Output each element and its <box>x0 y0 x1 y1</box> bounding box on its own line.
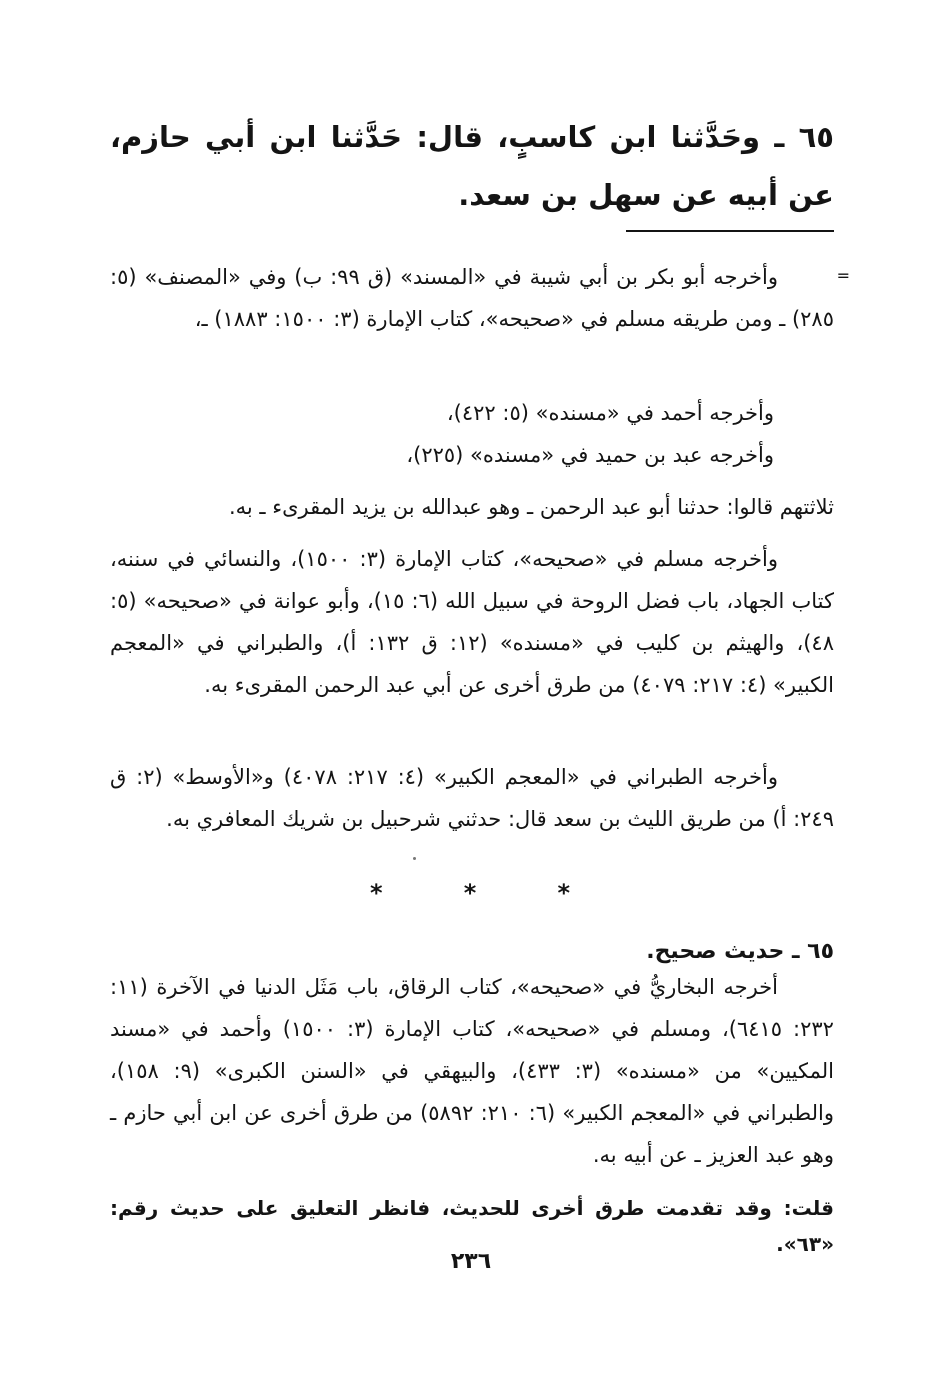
footnote-paragraph <box>110 756 834 840</box>
print-speck <box>413 857 416 860</box>
footnote-text: وأخرجه أحمد في «مسنده» (٥: ٤٢٢)، <box>446 401 774 425</box>
hadith-number: ٦٥ ـ <box>774 120 834 154</box>
hadith-text-block <box>110 108 834 224</box>
footnote-paragraph <box>110 392 834 476</box>
footnote-continuation-marker: = <box>836 266 850 285</box>
takhrij-paragraph <box>110 966 834 1176</box>
section-separator-stars <box>370 878 570 908</box>
hadith-paragraph <box>110 108 834 224</box>
takhrij-heading: ٦٥ ـ حديث صحيح. <box>646 939 834 964</box>
separator-star: * <box>370 879 383 907</box>
footnote-text: وأخرجه عبد بن حميد في «مسنده» (٢٢٥)، <box>406 443 774 467</box>
footnote-paragraph <box>110 538 834 706</box>
footnote-text: وأخرجه أبو بكر بن أبي شيبة في «المسند» (ق ٩٩: ب) وفي «المصنف» (٥: ٢٨٥) ـ ومن طريقه مسلم في «صحيحه»، كتاب الإمارة (٣: ١٥٠٠: ١٨٨٣) ـ، <box>110 265 834 331</box>
footnote-paragraph <box>110 486 834 528</box>
hadith-text: وحَدَّثنا ابن كاسبٍ، قال: حَدَّثنا ابن أبي حازم، عن أبيه عن سهل بن سعد. <box>110 120 834 212</box>
footnote-separator-line <box>626 230 834 232</box>
footnote-paragraph <box>110 256 834 340</box>
footnote-text: وأخرجه مسلم في «صحيحه»، كتاب الإمارة (٣: ١٥٠٠)، والنسائي في سننه، كتاب الجهاد، باب فضل الروحة في سبيل الله (٦: ١٥)، وأبو عوانة في «صحيحه» (٥: ٤٨)، والهيثم بن كليب في «مسنده» (١٢: ق ١٣٢: أ)، والطبراني في «المعجم الكبير» (٤: ٢١٧: ٤٠٧٩) من طرق أخرى عن أبي عبد الرحمن المقرىء به. <box>110 547 834 697</box>
takhrij-text: أخرجه البخاريُّ في «صحيحه»، كتاب الرقاق، باب مَثَل الدنيا في الآخرة (١١: ٢٣٢: ٦٤١٥)، ومسلم في «صحيحه»، كتاب الإمارة (٣: ١٥٠٠) وأحمد في «مسند المكيين» من «مسنده» (٣: ٤٣٣)، والبيهقي في «السنن الكبرى» (٩: ١٥٨)، والطبراني في «المعجم الكبير» (٦: ٢١٠: ٥٨٩٢) من طرق أخرى عن ابن أبي حازم ـ وهو عبد العزيز ـ عن أبيه به. <box>110 975 834 1167</box>
footnote-text: وأخرجه الطبراني في «المعجم الكبير» (٤: ٢١٧: ٤٠٧٨) و«الأوسط» (٢: ق ٢٤٩: أ) من طريق الليث بن سعد قال: حدثني شرحبيل بن شريك المعافري به. <box>110 765 834 831</box>
editor-note-text: قلت: وقد تقدمت طرق أخرى للحديث، فانظر التعليق على حديث رقم: «٦٣». <box>110 1196 834 1256</box>
footnote-text: ثلاثتهم قالوا: حدثنا أبو عبد الرحمن ـ وهو عبدالله بن يزيد المقرىء ـ به. <box>228 495 834 519</box>
page-number: ٢٣٦ <box>450 1249 492 1274</box>
separator-star: * <box>463 879 477 907</box>
separator-star: * <box>557 879 570 907</box>
